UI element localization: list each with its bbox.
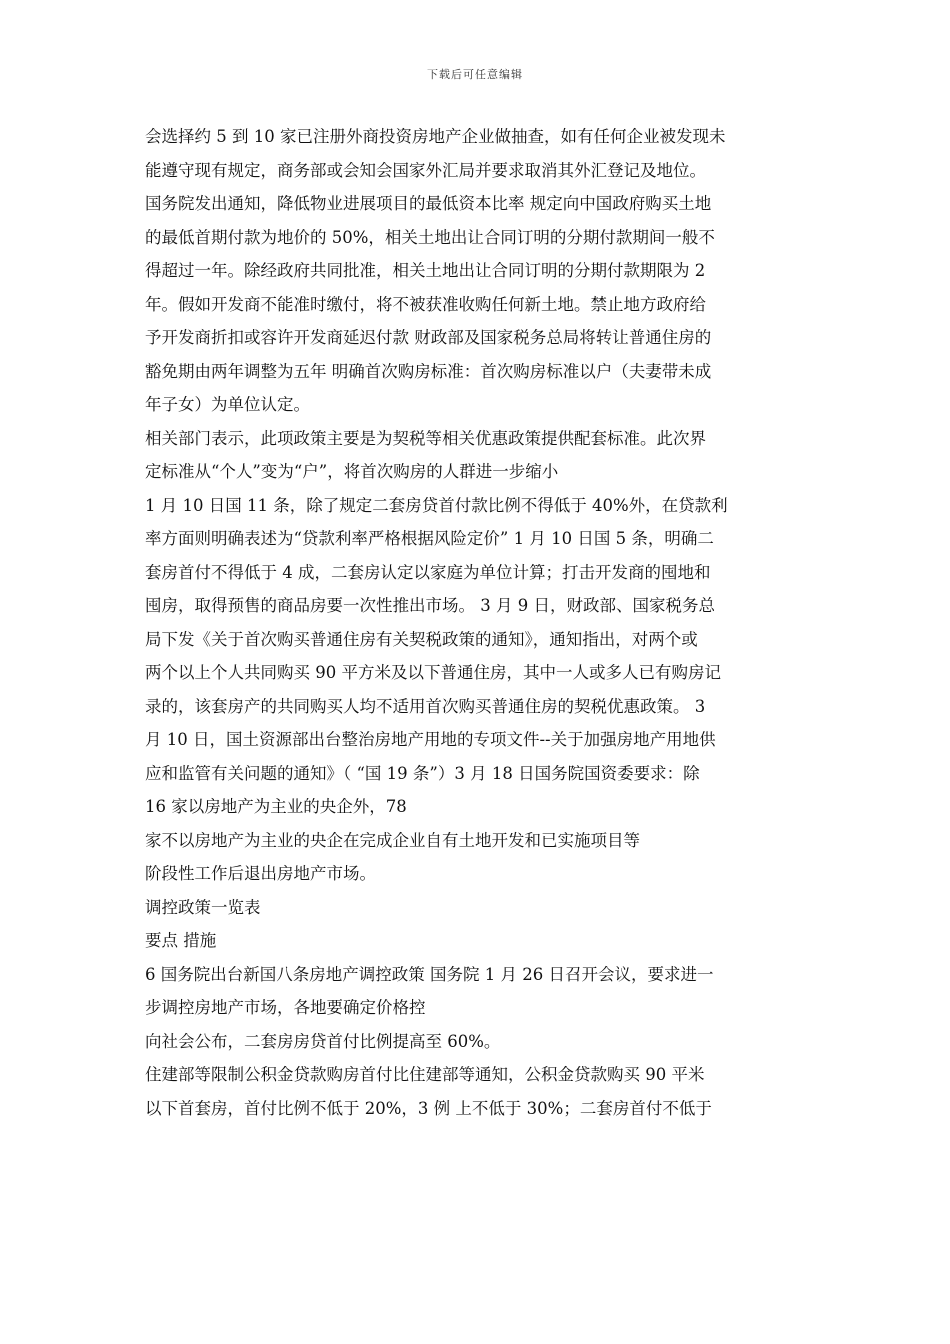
text-line: 录的，该套房产的共同购买人均不适用首次购买普通住房的契税优惠政策。 3: [145, 696, 706, 716]
text-line: 豁免期由两年调整为五年 明确首次购房标准：首次购房标准以户（夫妻带未成: [145, 361, 712, 381]
section-title: 调控政策一览表: [145, 897, 261, 917]
text-line: 年。假如开发商不能准时缴付，将不被获准收购任何新土地。禁止地方政府给: [145, 294, 706, 314]
text-line: 阶段性工作后退出房地产市场。: [145, 864, 376, 883]
text-line: 以下首套房，首付比例不低于 20%，3 例 上不低于 30%；二套房首付不低于: [145, 1098, 712, 1118]
text-line: 16 家以房地产为主业的央企外，78: [145, 797, 407, 816]
text-line: 月 10 日，国土资源部出台整治房地产用地的专项文件--关于加强房地产用地供: [145, 730, 716, 749]
text-line: 国务院发出通知，降低物业进展项目的最低资本比率 规定向中国政府购买土地: [145, 194, 712, 213]
text-line: 会选择约 5 到 10 家已注册外商投资房地产企业做抽查，如有任何企业被发现未: [145, 127, 726, 146]
text-line: 住建部等限制公积金贷款购房首付比住建部等通知，公积金贷款购买 90 平米: [145, 1065, 705, 1084]
text-line: 步调控房地产市场，各地要确定价格控: [145, 998, 426, 1017]
table-header: 要点 措施: [145, 931, 217, 950]
text-line: 局下发《关于首次购买普通住房有关契税政策的通知》，通知指出，对两个或: [145, 629, 698, 649]
text-line: 予开发商折扣或容许开发商延迟付款 财政部及国家税务总局将转让普通住房的: [145, 328, 712, 347]
text-line: 能遵守现有规定，商务部或会知会国家外汇局并要求取消其外汇登记及地位。: [145, 160, 706, 180]
text-line: 两个以上个人共同购买 90 平方米及以下普通住房，其中一人或多人已有购房记: [145, 663, 721, 682]
text-line: 应和监管有关问题的通知》（ “国 19 条”）3 月 18 日国务院国资委要求：除: [145, 763, 700, 783]
text-line: 1 月 10 日国 11 条，除了规定二套房贷首付款比例不得低于 40%外，在贷款利: [145, 495, 728, 515]
text-line: 的最低首期付款为地价的 50%，相关土地出让合同订明的分期付款期间一般不: [145, 227, 715, 247]
text-line: 囤房，取得预售的商品房要一次性推出市场。 3 月 9 日，财政部、国家税务总: [145, 596, 715, 615]
text-line: 年子女）为单位认定。: [145, 395, 310, 414]
page-header: 下载后可任意编辑: [427, 68, 523, 81]
text-line: 套房首付不得低于 4 成，二套房认定以家庭为单位计算；打击开发商的囤地和: [145, 562, 711, 582]
document-body: [145, 120, 810, 1125]
text-line: 家不以房地产为主业的央企在完成企业自有土地开发和已实施项目等: [145, 830, 640, 850]
text-line: 相关部门表示，此项政策主要是为契税等相关优惠政策提供配套标准。此次界: [145, 428, 706, 448]
text-line: 定标准从“个人”变为“户”，将首次购房的人群进一步缩小: [145, 462, 559, 481]
text-line: 率方面则明确表述为“贷款利率严格根据风险定价” 1 月 10 日国 5 条，明确二: [145, 529, 714, 548]
text-line: 向社会公布，二套房房贷首付比例提高至 60%。: [145, 1031, 501, 1051]
text-line: 6 国务院出台新国八条房地产调控政策 国务院 1 月 26 日召开会议，要求进一: [145, 964, 714, 984]
text-line: 得超过一年。除经政府共同批准，相关土地出让合同订明的分期付款期限为 2: [145, 261, 706, 280]
